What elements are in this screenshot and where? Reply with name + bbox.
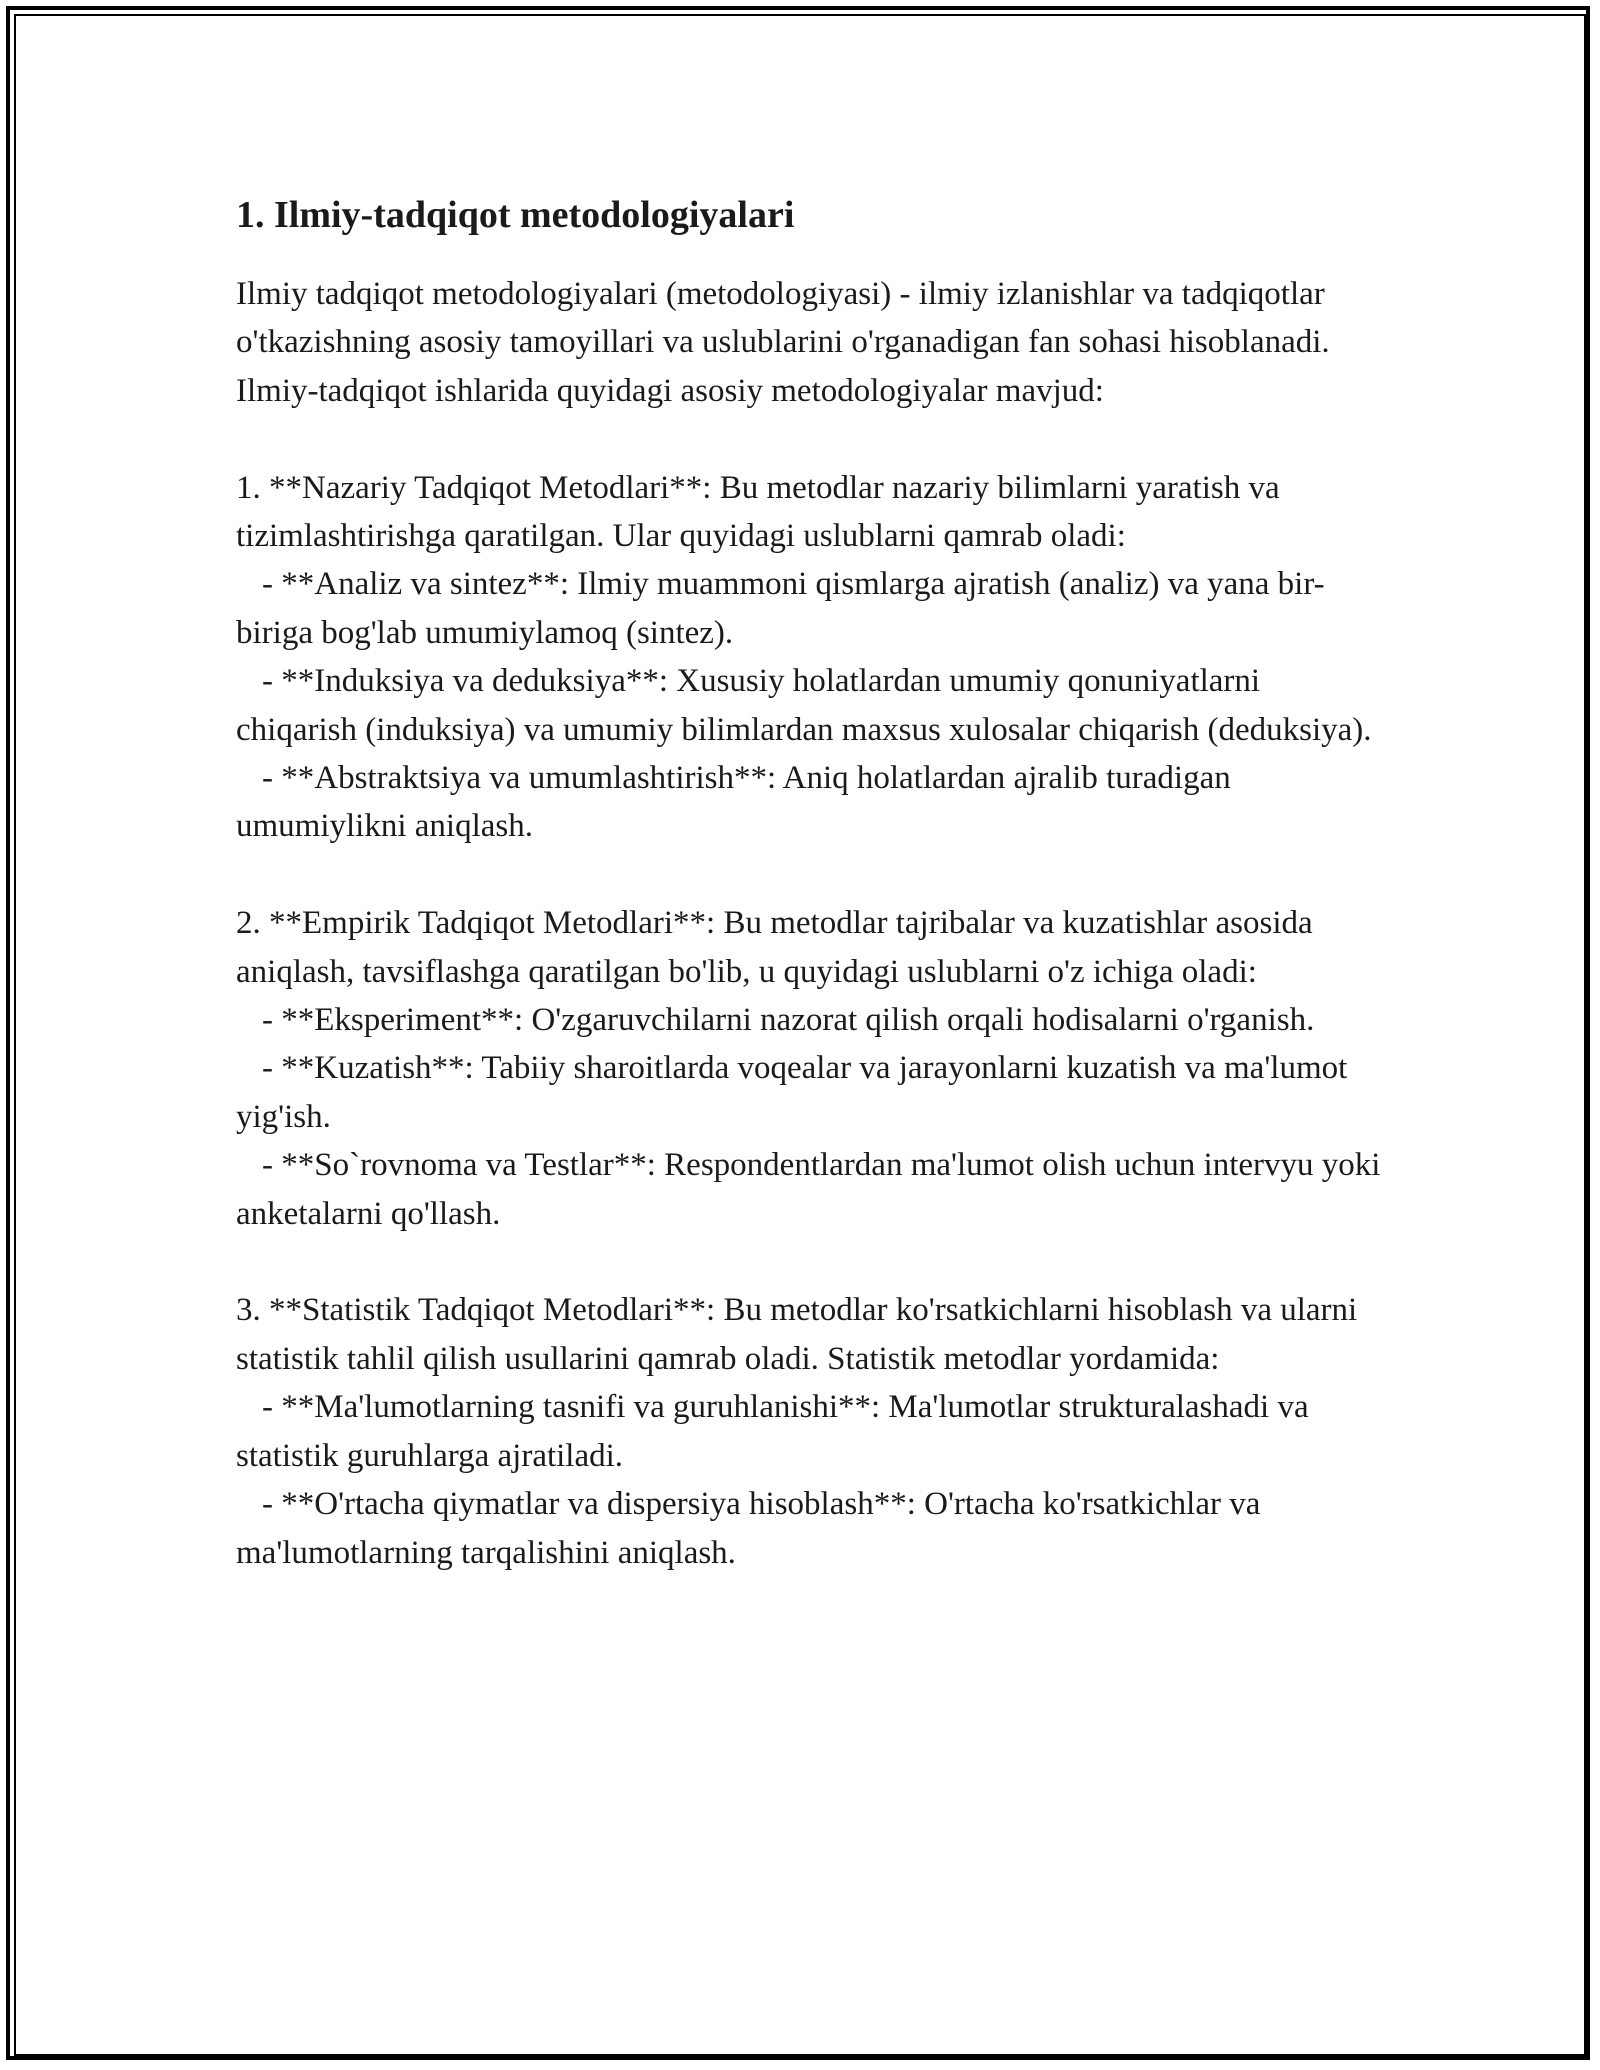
document-title: 1. Ilmiy-tadqiqot metodologiyalari [236, 194, 795, 236]
list-item-text: - **Eksperiment**: O'zgaruvchilarni nazorat qilish orqali hodisalarni o'rganish. [262, 1002, 1315, 1039]
list-item-text: - **Kuzatish**: Tabiiy sharoitlarda voqealar va jarayonlarni kuzatish va ma'lumot yig'ish. [236, 1050, 1348, 1135]
list-item [236, 560, 1386, 657]
section-heading: 1. **Nazariy Tadqiqot Metodlari**: Bu metodlar nazariy bilimlarni yaratish va tizimlashtirishga qaratilgan. Ular quyidagi uslublarni qamrab oladi: [236, 469, 1280, 555]
list-item [236, 754, 1386, 851]
document-body [236, 186, 1386, 1577]
list-item-text: - **Ma'lumotlarning tasnifi va guruhlanishi**: Ma'lumotlar strukturalashadi va statistik guruhlarga ajratiladi. [236, 1389, 1309, 1474]
list-item [236, 1141, 1386, 1238]
intro-paragraph: Ilmiy tadqiqot metodologiyalari (metodologiyasi) - ilmiy izlanishlar va tadqiqotlar o'tkazishning asosiy tamoyillari va uslublarini o'rganadigan fan sohasi hisoblanadi. Ilmiy-tadqiqot ishlarida quyidagi asosiy metodologiyalar mavjud: [236, 276, 1330, 409]
list-item-text: - **O'rtacha qiymatlar va dispersiya hisoblash**: O'rtacha ko'rsatkichlar va ma'lumotlarning tarqalishini aniqlash. [236, 1486, 1261, 1571]
section-statistical [236, 1286, 1386, 1576]
list-item-text: - **So`rovnoma va Testlar**: Respondentlardan ma'lumot olish uchun intervyu yoki anketalarni qo'llash. [236, 1147, 1381, 1232]
list-item [236, 996, 1386, 1044]
section-heading: 3. **Statistik Tadqiqot Metodlari**: Bu metodlar ko'rsatkichlarni hisoblash va ularni statistik tahlil qilish usullarini qamrab oladi. Statistik metodlar yordamida: [236, 1292, 1358, 1377]
section-heading: 2. **Empirik Tadqiqot Metodlari**: Bu metodlar tajribalar va kuzatishlar asosida aniqlash, tavsiflashga qaratilgan bo'lib, u quyidagi uslublarni o'z ichiga oladi: [236, 905, 1313, 990]
section-theoretical [236, 464, 1386, 851]
list-item [236, 1480, 1386, 1577]
list-item [236, 657, 1386, 754]
list-item-text: - **Abstraktsiya va umumlashtirish**: Aniq holatlardan ajralib turadigan umumiylikni aniqlash. [236, 760, 1231, 845]
list-item-text: - **Induksiya va deduksiya**: Xususiy holatlardan umumiy qonuniyatlarni chiqarish (induksiya) va umumiy bilimlardan maxsus xulosalar chiqarish (deduksiya). [236, 663, 1372, 748]
list-item [236, 1383, 1386, 1480]
list-item [236, 1044, 1386, 1141]
section-empirical [236, 899, 1386, 1238]
list-item-text: - **Analiz va sintez**: Ilmiy muammoni qismlarga ajratish (analiz) va yana bir-biriga bog'lab umumiylamoq (sintez). [236, 566, 1325, 651]
